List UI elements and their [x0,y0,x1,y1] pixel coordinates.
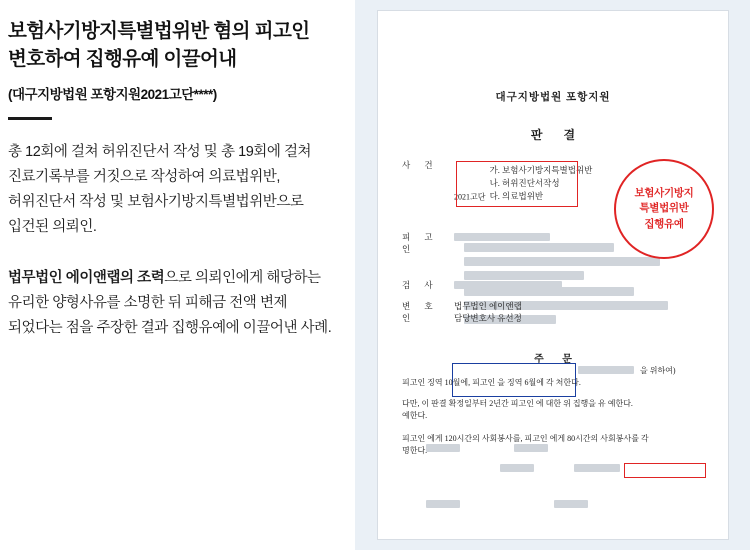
article-column [0,0,355,550]
p2-line-1 [8,266,345,291]
order-line-2: 다만, 이 판결 확정일부터 2년간 피고인 에 대한 위 집행을 유 예한다. [402,398,633,408]
summary-paragraph-1 [8,140,345,240]
charge-item-1: 가. 보험사기방지특별법위반 [489,165,593,175]
p2-line-3: 되었다는 점을 주장한 결과 집행유예에 이끌어낸 사례. [8,320,332,336]
defendant-label: 피 고 인 [402,231,439,254]
charge-item-3: 다. 의료법위반 [489,191,544,202]
charge-highlight-box [456,161,578,207]
prosecutor-row [378,279,728,291]
p1-line-1: 총 12회에 걸쳐 허위진단서 작성 및 총 19회에 걸쳐 [8,144,312,161]
prosecutor-label: 검 사 [402,279,439,290]
prosecutor-value [454,279,728,289]
p1-line-4: 입건된 의뢰인. [8,219,97,236]
stamp-line-3: 집행유예 [644,217,684,230]
p2-line-2: 유리한 양형사유를 소명한 뒤 피해금 전액 변제 [8,295,288,312]
summary-paragraph-2 [8,266,345,341]
case-number: 2021고단 [454,192,486,202]
court-name: 대구지방법원 포항지원 [495,92,611,103]
attorney-suffix: 을 위하여) [640,366,676,375]
redaction-block [464,257,660,266]
attorney-row [378,300,728,324]
order-line-5: 명한다. [402,446,428,456]
attorney-label: 변 호 인 [402,300,439,323]
headline-line-2: 변호하여 집행유예 이끌어내 [8,47,237,70]
title-divider [8,117,52,120]
page-title [8,18,345,73]
attorney-value [454,300,728,324]
order-paragraph-1 [378,377,728,389]
order-line-4: 피고인 에게 120시간의 사회봉사를, 피고인 에게 80시간의 사회봉사를 각 [402,433,649,443]
order-heading: 주 문 [534,353,580,365]
law-firm-emphasis: 법무법인 에이앤랩의 조력 [8,270,165,287]
responsible-attorney: 담당변호사 유선정 [454,312,522,323]
redaction-block [500,464,534,472]
charge-item-2: 나. 허위진단서작성 [489,178,560,189]
redaction-block [464,243,614,252]
execution-suspension-highlight-box [624,463,706,478]
stamp-line-2: 특별법위반 [639,202,689,215]
document-preview-panel [355,0,750,550]
redaction-block [578,366,634,374]
p1-line-2: 진료기록부를 거짓으로 작성하여 의료법위반, [8,169,280,186]
judgment-document [377,10,729,540]
law-firm-name: 법무법인 에이앤랩 [454,300,522,311]
order-line-3: 예한다. [402,411,428,421]
case-label: 사 건 [402,160,439,170]
order-paragraph-3 [378,433,728,458]
p1-line-3: 허위진단서 작성 및 보험사기방지특별법위반으로 [8,194,304,211]
headline-line-1: 보험사기방지특별법위반 혐의 피고인 [8,20,310,42]
redaction-block [554,500,588,508]
order-line-1: 피고인 징역 10월에, 피고인 을 징역 6월에 각 처한다. [402,377,581,387]
document-title: 판 결 [530,128,585,142]
approval-stamp [614,159,714,259]
redaction-block [426,500,460,508]
stamp-line-1: 보험사기방지 [634,187,694,200]
p2-line-1-rest: 으로 의뢰인에게 해당하는 [164,270,321,287]
case-reference: (대구지방법원 포항지원2021고단****) [8,87,217,103]
order-paragraph-2 [378,398,728,423]
redaction-block [454,281,562,289]
redaction-block [574,464,620,472]
redaction-block [454,233,550,241]
